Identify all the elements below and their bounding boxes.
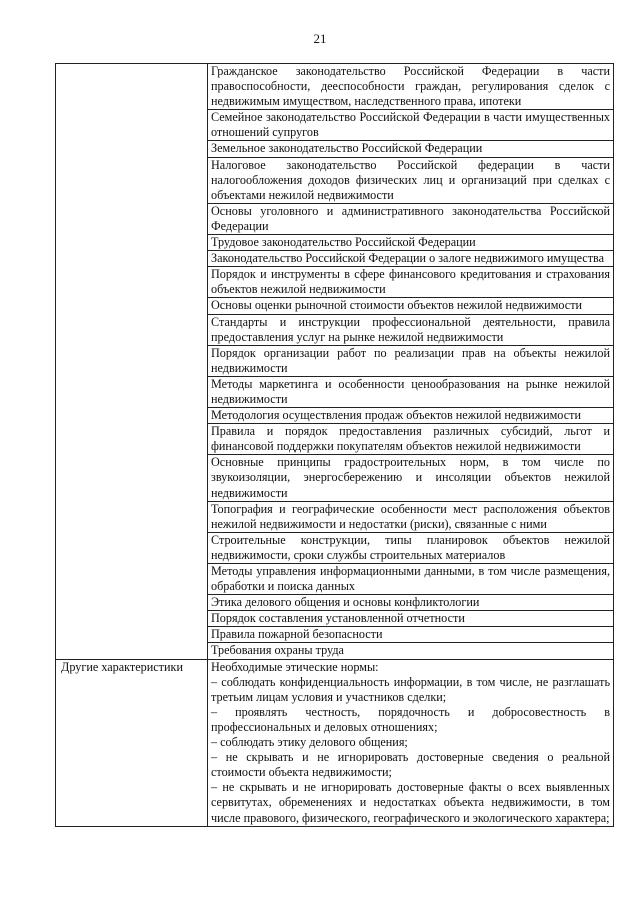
knowledge-item: Строительные конструкции, типы планировок объектов нежилой недвижимости, сроки службы строительных материалов [208, 532, 614, 563]
knowledge-item: Гражданское законодательство Российской Федерации в части правоспособности, дееспособности граждан, регулирования сделок с недвижимым имуществом, наследственного права, ипотеки [208, 64, 614, 110]
knowledge-item: Земельное законодательство Российской Федерации [208, 141, 614, 157]
knowledge-item: Основные принципы градостроительных норм, в том числе по звукоизоляции, энергосбережению и инсоляции объектов нежилой недвижимости [208, 455, 614, 501]
knowledge-item: Этика делового общения и основы конфликтологии [208, 595, 614, 611]
knowledge-item: Порядок и инструменты в сфере финансового кредитования и страхования объектов нежилой недвижимости [208, 267, 614, 298]
knowledge-item: Трудовое законодательство Российской Федерации [208, 235, 614, 251]
other-characteristics-label-cell [56, 659, 208, 826]
knowledge-item: Порядок организации работ по реализации прав на объекты нежилой недвижимости [208, 345, 614, 376]
other-characteristics-row [56, 659, 614, 826]
ethics-item: – не скрывать и не игнорировать достоверные сведения о реальной стоимости объекта недвижимости; [211, 750, 610, 780]
knowledge-item: Налоговое законодательство Российской федерации в части налогообложения доходов физических лиц и организаций при сделках с объектами нежилой недвижимости [208, 157, 614, 203]
knowledge-item: Основы оценки рыночной стоимости объектов нежилой недвижимости [208, 298, 614, 314]
ethics-item: – проявлять честность, порядочность и добросовестность в профессиональных и деловых отношениях; [211, 704, 610, 734]
knowledge-item: Семейное законодательство Российской Федерации в части имущественных отношений супругов [208, 110, 614, 141]
knowledge-item: Топография и географические особенности мест расположения объектов нежилой недвижимости и недостатки (риски), связанные с ними [208, 501, 614, 532]
knowledge-item: Основы уголовного и административного законодательства Российской Федерации [208, 203, 614, 234]
knowledge-item: Методология осуществления продаж объектов нежилой недвижимости [208, 408, 614, 424]
other-characteristics-section [56, 659, 614, 826]
other-characteristics-content [208, 659, 614, 826]
competency-table [55, 63, 614, 827]
page-number: 21 [313, 31, 327, 46]
knowledge-item: Методы маркетинга и особенности ценообразования на рынке нежилой недвижимости [208, 376, 614, 407]
knowledge-item: Требования охраны труда [208, 643, 614, 659]
knowledge-item: Стандарты и инструкции профессиональной деятельности, правила предоставления услуг на рынке нежилой недвижимости [208, 314, 614, 345]
knowledge-item: Методы управления информационными данными, в том числе размещения, обработки и поиска данных [208, 564, 614, 595]
knowledge-item: Порядок составления установленной отчетности [208, 611, 614, 627]
knowledge-row [56, 64, 614, 110]
knowledge-item: Правила и порядок предоставления различных субсидий, льгот и финансовой поддержки покупателям объектов нежилой недвижимости [208, 424, 614, 455]
ethics-item: – соблюдать этику делового общения; [211, 735, 408, 750]
knowledge-item: Законодательство Российской Федерации о залоге недвижимого имущества [208, 251, 614, 267]
knowledge-label-cell [56, 64, 208, 660]
ethics-heading: Необходимые этические нормы: [211, 659, 379, 674]
knowledge-section [56, 64, 614, 660]
ethics-item: – соблюдать конфиденциальность информации, в том числе, не разглашать третьим лицам условия и участников сделки; [211, 674, 610, 704]
knowledge-item: Правила пожарной безопасности [208, 627, 614, 643]
ethics-item: – не скрывать и не игнорировать достоверные факты о всех выявленных сервитутах, обременениях и недостатках объекта недвижимости, в том числе правового, физического, географического и экологического характера; [211, 780, 610, 825]
other-characteristics-label: Другие характеристики [61, 659, 183, 674]
